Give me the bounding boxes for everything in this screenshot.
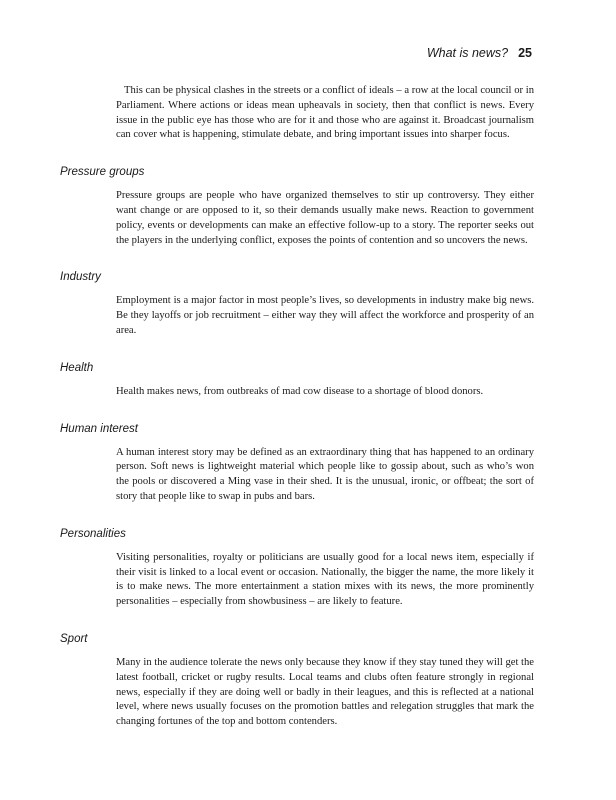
section-heading-sport: Sport [60,632,88,645]
section-paragraph-health: Health makes news, from outbreaks of mad cow disease to a shortage of blood donors. [116,385,484,397]
section-heading-industry: Industry [60,271,101,284]
section-paragraph-pressure-groups: Pressure groups are people who have organized themselves to stir up controversy. They either want change or are opposed to it, so their demands usually make news. Reaction to government policy, events or developments can make an effective follow-up to a story. The reporter seeks out the players in the underlying conflict, exposes the points of contention and so uncovers the news. [116,190,534,246]
section-paragraph-human-interest: A human interest story may be defined as an extraordinary thing that has happened to an ordinary person. Soft news is lightweight material which people like to gossip about, such as who’s won the pools or discovered a Ming vase in their shed. It is the unusual, ironic, or offbeat; the sort of story that people like to swap in pubs and bars. [116,446,534,502]
page-number: 25 [518,46,532,60]
intro-paragraph: This can be physical clashes in the streets or a conflict of ideals – a row at the local council or in Parliament. Where actions or ideas mean upheavals in society, then that conflict is news. Every issue in the public eye has those who are for it and those who are against it. Broadcast journalism can cover what is happening, stimulate debate, and bring important issues into sharper focus. [116,85,534,141]
section-paragraph-sport: Many in the audience tolerate the news only because they know if they stay tuned they will get the latest football, cricket or rugby results. Local teams and clubs often feature strongly in regional news, especially if they are doing well or badly in their leagues, and this is reflected at a national level, where news usually focuses on the promotion battles and relegation struggles that mark the changing fortunes of the top and bottom contenders. [116,656,534,728]
section-heading-health: Health [60,361,94,374]
running-head-title: What is news? [426,46,509,60]
section-heading-personalities: Personalities [60,527,126,540]
running-head [427,46,532,60]
page-content [60,84,534,730]
section-heading-pressure-groups: Pressure groups [60,166,145,179]
section-paragraph-industry: Employment is a major factor in most people’s lives, so developments in industry make big news. Be they layoffs or job recruitment – either way they will affect the workforce and prosperity of an area. [116,295,534,336]
section-paragraph-personalities: Visiting personalities, royalty or politicians are usually good for a local news item, especially if their visit is linked to a local event or occasion. Nationally, the bigger the name, the more likely it is to make news. The more entertainment a station mixes with its news, the more prominently personalities – especially from showbusiness – are likely to feature. [116,551,534,608]
section-heading-human-interest: Human interest [60,422,138,435]
